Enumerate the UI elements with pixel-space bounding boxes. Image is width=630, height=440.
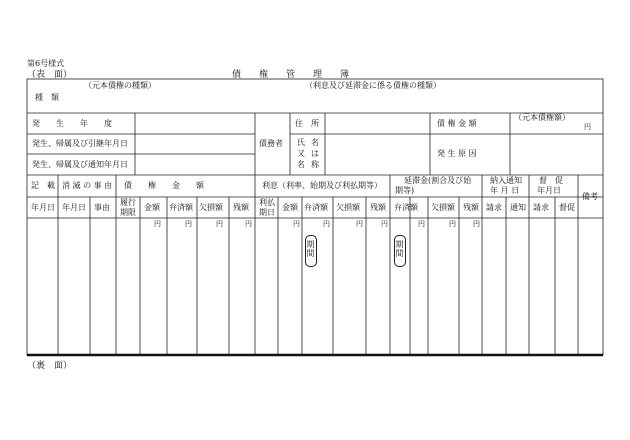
type-label: 種 類 [35, 93, 59, 102]
penalty-group-label-1: 延滞金(割合及び始 [404, 176, 472, 185]
yen-interest-amount: 円 [293, 220, 300, 228]
yen-claim-loss: 円 [216, 220, 223, 228]
yen-interest-balance: 円 [381, 220, 388, 228]
occurrence-year-label: 発 生 年 度 [32, 119, 112, 128]
interest-amount-col: 金額 [282, 203, 298, 212]
interest-period-label: 期間 [306, 240, 315, 258]
extinction-label: 消 滅 の 事 由 [62, 181, 113, 190]
address-label: 住 所 [295, 119, 319, 128]
yen-interest-loss: 円 [356, 220, 363, 228]
demand-group-label-1: 督 促 [539, 176, 563, 185]
demand-group-label-2: 年月日 [537, 186, 561, 195]
notice-notify-col: 通知 [510, 203, 526, 212]
name-char-1: 氏 [297, 138, 305, 147]
extinction-date-label: 年月日 [62, 203, 86, 212]
claim-balance-col: 残額 [233, 203, 249, 212]
penalty-period-label: 期間 [395, 240, 404, 258]
occurrence-notice-date-label: 発生、帰属及び通知年月日 [32, 160, 128, 169]
yen-claim-balance: 円 [245, 220, 252, 228]
yen-claim-amount: 円 [154, 220, 161, 228]
form-number: 第6号様式 [27, 59, 65, 68]
entry-date-label: 年月日 [31, 203, 55, 212]
claim-amount-yen: 円 [584, 123, 591, 131]
demand-urge-col: 督促 [559, 203, 575, 212]
penalty-loss-col: 欠損額 [431, 203, 455, 212]
occurrence-transfer-date-label: 発生、帰属及び引継年月日 [32, 139, 128, 148]
due-period-label-2: 期限 [120, 208, 136, 217]
penalty-balance-col: 残額 [463, 203, 479, 212]
due-period-label-1: 履行 [120, 198, 136, 207]
interest-repaid-col: 弁済額 [304, 203, 328, 212]
penalty-repaid-col: 弁済額 [394, 203, 418, 212]
claim-repaid-col: 弁済額 [169, 203, 193, 212]
principal-amount-note: （元本債権額） [514, 113, 570, 122]
yen-penalty-loss: 円 [449, 220, 456, 228]
principal-type-note: （元本債権の種類） [84, 81, 156, 90]
interest-type-note: （利息及び延滞金に係る債権の種類） [305, 81, 441, 90]
cause-label: 発 生 原 因 [437, 149, 477, 158]
remarks-label: 備考 [582, 192, 598, 201]
claim-amount-label: 債 権 金 額 [437, 119, 477, 128]
demand-request-col: 請求 [533, 203, 549, 212]
name-char-4: は [311, 149, 319, 158]
notice-group-label-2: 年 月 日 [490, 186, 520, 195]
interest-group-label: 利息（利率、始期及び利払期等） [262, 181, 382, 190]
yen-penalty-balance: 円 [473, 220, 480, 228]
debtor-label: 債務者 [259, 139, 283, 148]
name-char-3: 又 [297, 149, 305, 158]
interest-balance-col: 残額 [370, 203, 386, 212]
back-label: （裏 面） [27, 361, 73, 371]
yen-penalty-repaid: 円 [418, 220, 425, 228]
entry-label: 記 載 [31, 181, 55, 190]
interest-due-label-2: 期日 [259, 208, 275, 217]
extinction-reason-label: 事由 [94, 203, 110, 212]
notice-request-col: 請求 [486, 203, 502, 212]
interest-due-label-1: 利払 [259, 198, 275, 207]
claim-loss-col: 欠損額 [199, 203, 223, 212]
name-char-5: 名 [297, 160, 305, 169]
penalty-group-label-2: 期等) [395, 186, 415, 195]
notice-group-label-1: 納入通知 [490, 176, 522, 185]
front-label: （表 面） [27, 70, 73, 80]
claim-amount-col: 金額 [144, 203, 160, 212]
claim-amount-group-label: 債 権 金 額 [124, 181, 204, 190]
yen-claim-repaid: 円 [185, 220, 192, 228]
interest-loss-col: 欠損額 [336, 203, 360, 212]
yen-interest-repaid: 円 [323, 220, 330, 228]
page-title: 債 権 管 理 簿 [232, 70, 350, 80]
name-char-2: 名 [311, 138, 319, 147]
name-char-6: 称 [311, 160, 319, 169]
